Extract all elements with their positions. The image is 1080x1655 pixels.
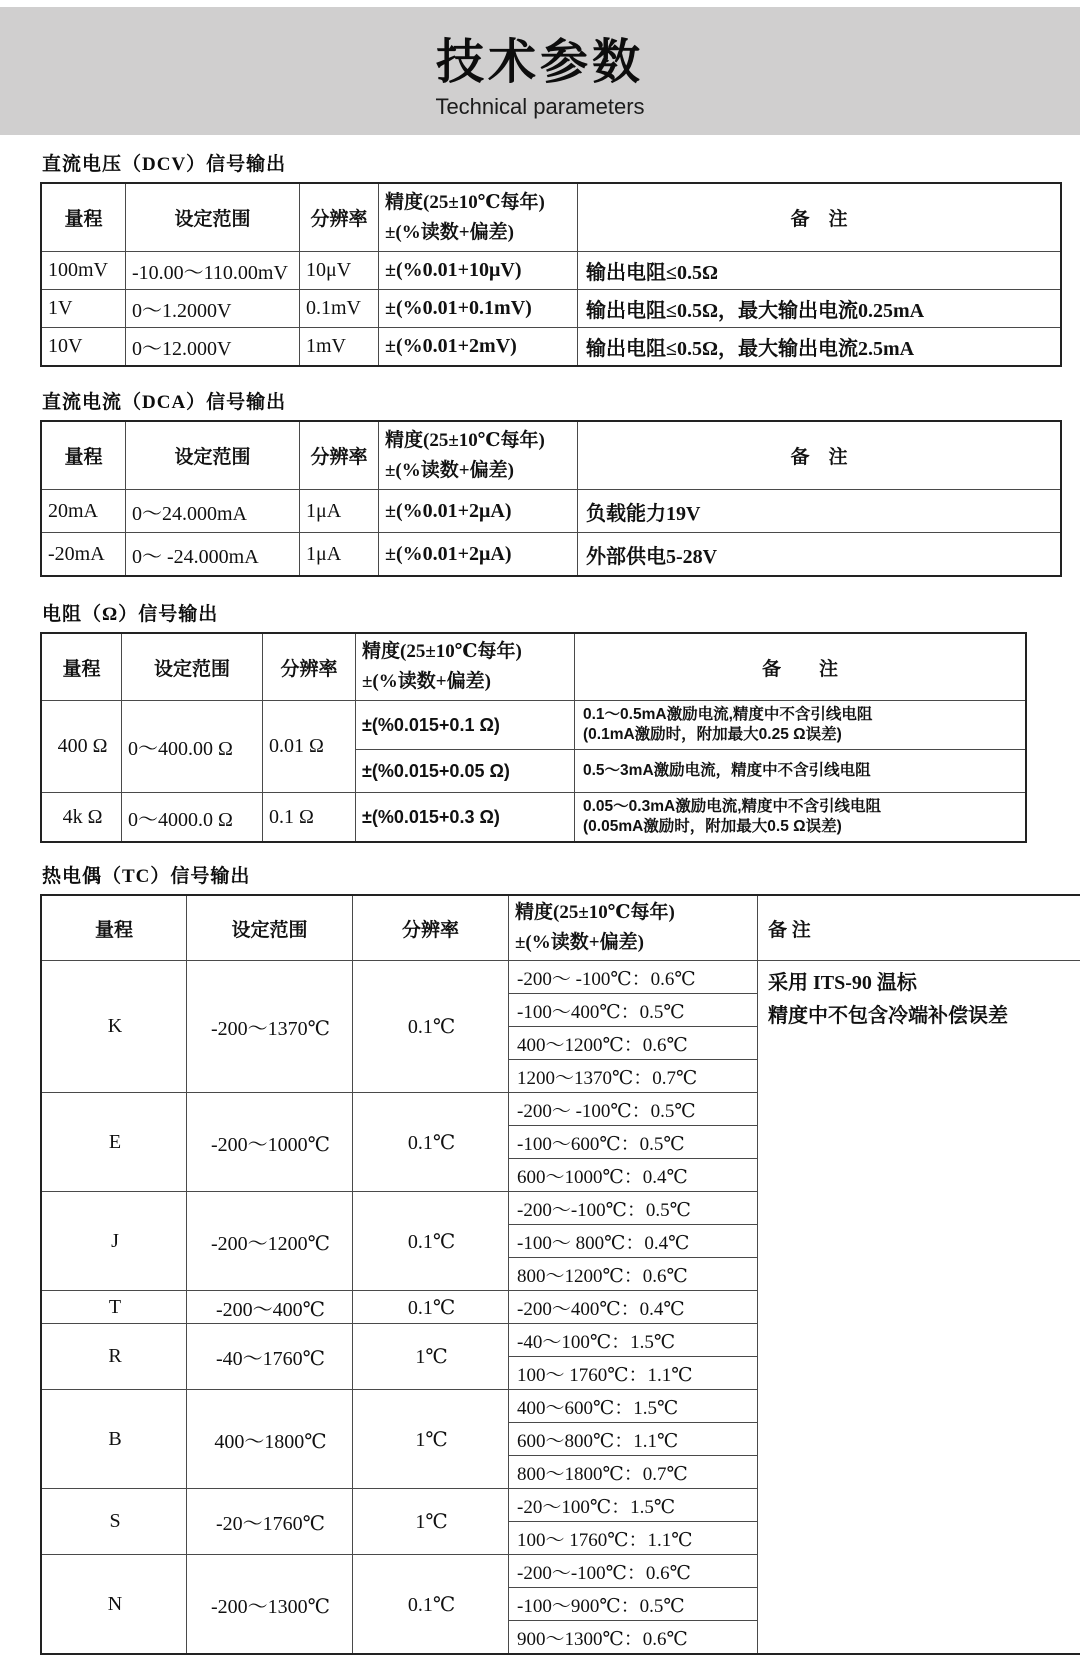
- cell-resolution: 0.1mV: [300, 290, 379, 328]
- page-title: 技术参数: [0, 7, 1080, 92]
- remark-line2: (0.1mA激励时，附加最大0.25 Ω误差): [583, 726, 842, 743]
- cell-tc-type: E: [41, 1093, 187, 1192]
- col-header-resolution: 分辨率: [353, 895, 509, 961]
- cell-accuracy: ±(%0.01+2μA): [379, 490, 578, 533]
- cell-accuracy: -100～400℃：0.5℃: [509, 994, 758, 1027]
- cell-remark: [575, 701, 1027, 750]
- cell-accuracy: ±(%0.015+0.05 Ω): [356, 750, 575, 793]
- cell-set-range: -200～1370℃: [187, 961, 353, 1093]
- col-header-resolution: 分辨率: [300, 421, 379, 490]
- col-header-accuracy: [509, 895, 758, 961]
- cell-remark: 输出电阻≤0.5Ω，最大输出电流0.25mA: [578, 290, 1062, 328]
- col-header-remark: 备 注: [758, 895, 1080, 961]
- cell-accuracy: 1200～1370℃：0.7℃: [509, 1060, 758, 1093]
- table-row: [41, 793, 1026, 843]
- cell-set-range: -10.00～110.00mV: [126, 252, 300, 290]
- cell-set-range: -200～1000℃: [187, 1093, 353, 1192]
- cell-accuracy: -100～600℃：0.5℃: [509, 1126, 758, 1159]
- cell-set-range: 0～4000.0 Ω: [122, 793, 263, 843]
- cell-accuracy: -200～ -100℃：0.6℃: [509, 961, 758, 994]
- cell-resolution: 1mV: [300, 328, 379, 367]
- cell-accuracy: ±(%0.01+2mV): [379, 328, 578, 367]
- remark-line1: 0.1～0.5mA激励电流,精度中不含引线电阻: [583, 706, 872, 723]
- cell-set-range: 0～1.2000V: [126, 290, 300, 328]
- cell-accuracy: 800～1200℃：0.6℃: [509, 1258, 758, 1291]
- col-header-set-range: 设定范围: [126, 421, 300, 490]
- cell-tc-type: S: [41, 1489, 187, 1555]
- cell-accuracy: -100～ 800℃：0.4℃: [509, 1225, 758, 1258]
- cell-remark: 0.5～3mA激励电流，精度中不含引线电阻: [575, 750, 1027, 793]
- cell-range: 20mA: [41, 490, 126, 533]
- accuracy-header-line1: 精度(25±10℃每年): [515, 902, 675, 923]
- cell-resolution: 1℃: [353, 1324, 509, 1390]
- col-header-resolution: 分辨率: [263, 633, 356, 701]
- cell-accuracy: ±(%0.01+0.1mV): [379, 290, 578, 328]
- content: [40, 149, 1080, 1655]
- remark-line2: 精度中不包含冷端补偿误差: [768, 1005, 1008, 1027]
- cell-accuracy: 400～1200℃：0.6℃: [509, 1027, 758, 1060]
- tc-header-row: [41, 895, 1080, 961]
- col-header-set-range: 设定范围: [122, 633, 263, 701]
- cell-remark: [575, 793, 1027, 843]
- ohm-table: [40, 632, 1027, 843]
- cell-range: 100mV: [41, 252, 126, 290]
- cell-remark: 输出电阻≤0.5Ω: [578, 252, 1062, 290]
- col-header-range: 量程: [41, 421, 126, 490]
- cell-tc-type: R: [41, 1324, 187, 1390]
- cell-remark: 输出电阻≤0.5Ω，最大输出电流2.5mA: [578, 328, 1062, 367]
- section-heading-dcv: 直流电压（DCV）信号输出: [42, 149, 1080, 176]
- cell-remark: 外部供电5-28V: [578, 533, 1062, 577]
- accuracy-header-line1: 精度(25±10℃每年): [362, 641, 522, 662]
- section-heading-ohm: 电阻（Ω）信号输出: [42, 599, 1080, 626]
- cell-accuracy: ±(%0.01+2μA): [379, 533, 578, 577]
- accuracy-header-line2: ±(%读数+偏差): [385, 460, 514, 481]
- cell-resolution: 10μV: [300, 252, 379, 290]
- cell-range: 400 Ω: [41, 701, 122, 793]
- cell-resolution: 0.01 Ω: [263, 701, 356, 793]
- remark-line1: 0.05～0.3mA激励电流,精度中不含引线电阻: [583, 798, 881, 815]
- col-header-accuracy: [379, 183, 578, 252]
- cell-set-range: -200～1200℃: [187, 1192, 353, 1291]
- cell-set-range: -200～400℃: [187, 1291, 353, 1324]
- dcv-header-row: [41, 183, 1061, 252]
- col-header-range: 量程: [41, 895, 187, 961]
- remark-line2: (0.05mA激励时，附加最大0.5 Ω误差): [583, 818, 842, 835]
- cell-set-range: 0～24.000mA: [126, 490, 300, 533]
- cell-accuracy: 600～1000℃：0.4℃: [509, 1159, 758, 1192]
- cell-set-range: -20～1760℃: [187, 1489, 353, 1555]
- cell-accuracy: 100～ 1760℃：1.1℃: [509, 1357, 758, 1390]
- col-header-remark: 备 注: [578, 183, 1062, 252]
- cell-tc-type: N: [41, 1555, 187, 1655]
- col-header-remark: 备 注: [578, 421, 1062, 490]
- cell-accuracy: 800～1800℃：0.7℃: [509, 1456, 758, 1489]
- cell-set-range: 0～400.00 Ω: [122, 701, 263, 793]
- col-header-accuracy: [379, 421, 578, 490]
- top-banner: [0, 7, 1080, 135]
- cell-accuracy: 400～600℃：1.5℃: [509, 1390, 758, 1423]
- cell-set-range: -40～1760℃: [187, 1324, 353, 1390]
- col-header-resolution: 分辨率: [300, 183, 379, 252]
- table-row: [41, 961, 1080, 994]
- cell-resolution: 1℃: [353, 1489, 509, 1555]
- cell-resolution: 0.1℃: [353, 1291, 509, 1324]
- cell-accuracy: -200～400℃：0.4℃: [509, 1291, 758, 1324]
- cell-accuracy: -100～900℃：0.5℃: [509, 1588, 758, 1621]
- col-header-set-range: 设定范围: [187, 895, 353, 961]
- cell-resolution: 1μA: [300, 490, 379, 533]
- cell-range: 4k Ω: [41, 793, 122, 843]
- cell-remark: [758, 961, 1080, 1655]
- col-header-range: 量程: [41, 183, 126, 252]
- cell-tc-type: T: [41, 1291, 187, 1324]
- cell-range: -20mA: [41, 533, 126, 577]
- page: [0, 7, 1080, 1655]
- cell-accuracy: -40～100℃：1.5℃: [509, 1324, 758, 1357]
- dca-header-row: [41, 421, 1061, 490]
- cell-resolution: 0.1℃: [353, 1555, 509, 1655]
- cell-resolution: 0.1 Ω: [263, 793, 356, 843]
- cell-accuracy: ±(%0.015+0.3 Ω): [356, 793, 575, 843]
- cell-set-range: -200～1300℃: [187, 1555, 353, 1655]
- cell-accuracy: -200～-100℃：0.5℃: [509, 1192, 758, 1225]
- col-header-remark: 备 注: [575, 633, 1027, 701]
- table-row: [41, 290, 1061, 328]
- cell-accuracy: -200～ -100℃：0.5℃: [509, 1093, 758, 1126]
- cell-remark: 负载能力19V: [578, 490, 1062, 533]
- cell-resolution: 1℃: [353, 1390, 509, 1489]
- table-row: [41, 252, 1061, 290]
- cell-resolution: 0.1℃: [353, 1093, 509, 1192]
- cell-resolution: 0.1℃: [353, 1192, 509, 1291]
- cell-accuracy: ±(%0.01+10μV): [379, 252, 578, 290]
- cell-range: 1V: [41, 290, 126, 328]
- table-row: [41, 490, 1061, 533]
- accuracy-header-line2: ±(%读数+偏差): [362, 671, 491, 692]
- table-row: [41, 328, 1061, 367]
- accuracy-header-line1: 精度(25±10℃每年): [385, 430, 545, 451]
- accuracy-header-line1: 精度(25±10℃每年): [385, 192, 545, 213]
- col-header-set-range: 设定范围: [126, 183, 300, 252]
- cell-tc-type: J: [41, 1192, 187, 1291]
- tc-table: [40, 894, 1080, 1655]
- accuracy-header-line2: ±(%读数+偏差): [515, 932, 644, 953]
- cell-accuracy: -20～100℃：1.5℃: [509, 1489, 758, 1522]
- dcv-table: [40, 182, 1062, 367]
- remark-line1: 采用 ITS-90 温标: [768, 972, 917, 994]
- cell-range: 10V: [41, 328, 126, 367]
- ohm-header-row: [41, 633, 1026, 701]
- cell-tc-type: K: [41, 961, 187, 1093]
- cell-tc-type: B: [41, 1390, 187, 1489]
- cell-accuracy: 600～800℃：1.1℃: [509, 1423, 758, 1456]
- page-subtitle: Technical parameters: [0, 94, 1080, 120]
- cell-accuracy: ±(%0.015+0.1 Ω): [356, 701, 575, 750]
- cell-set-range: 0～12.000V: [126, 328, 300, 367]
- cell-set-range: 400～1800℃: [187, 1390, 353, 1489]
- cell-resolution: 1μA: [300, 533, 379, 577]
- cell-set-range: 0～ -24.000mA: [126, 533, 300, 577]
- cell-accuracy: -200～-100℃：0.6℃: [509, 1555, 758, 1588]
- cell-accuracy: 900～1300℃：0.6℃: [509, 1621, 758, 1655]
- col-header-range: 量程: [41, 633, 122, 701]
- accuracy-header-line2: ±(%读数+偏差): [385, 222, 514, 243]
- cell-resolution: 0.1℃: [353, 961, 509, 1093]
- section-heading-dca: 直流电流（DCA）信号输出: [42, 387, 1080, 414]
- col-header-accuracy: [356, 633, 575, 701]
- table-row: [41, 701, 1026, 750]
- table-row: [41, 533, 1061, 577]
- cell-accuracy: 100～ 1760℃：1.1℃: [509, 1522, 758, 1555]
- section-heading-tc: 热电偶（TC）信号输出: [42, 861, 1080, 888]
- dca-table: [40, 420, 1062, 577]
